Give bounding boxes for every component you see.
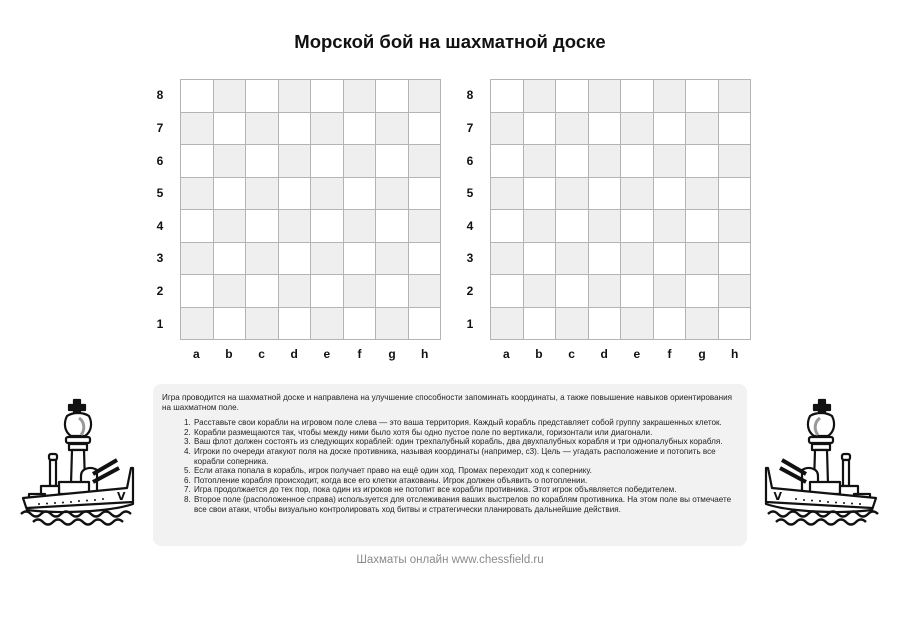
- board-square[interactable]: [589, 210, 622, 243]
- file-label: a: [502, 347, 510, 361]
- board-square[interactable]: [181, 243, 214, 276]
- rank-label: 1: [466, 316, 474, 331]
- rank-label: 2: [466, 284, 474, 299]
- board-square[interactable]: [409, 113, 442, 146]
- board-square[interactable]: [686, 243, 719, 276]
- rule-item: 8. Второе поле (расположенное справа) используется для отслеживания ваших выстрелов по кораблям противника. На этом поле вы отмечаете все свои атаки, чтобы визуально контролировать ход битвы и стратегически планировать дальнейшие действия.: [193, 495, 737, 514]
- board-square[interactable]: [719, 113, 752, 146]
- rank-label: 2: [156, 284, 164, 299]
- board-square[interactable]: [279, 145, 312, 178]
- board-square[interactable]: [686, 275, 719, 308]
- rank-labels: [460, 79, 480, 340]
- board-square[interactable]: [409, 275, 442, 308]
- board-square[interactable]: [654, 145, 687, 178]
- board-square[interactable]: [524, 275, 557, 308]
- battleship-svg: [760, 394, 880, 526]
- board-square[interactable]: [654, 80, 687, 113]
- board-square[interactable]: [589, 145, 622, 178]
- page-title: Морской бой на шахматной доске: [294, 31, 606, 52]
- svg-text:V: V: [117, 490, 126, 503]
- board-square[interactable]: [311, 145, 344, 178]
- board-square[interactable]: [279, 113, 312, 146]
- board-square[interactable]: [409, 178, 442, 211]
- board-square[interactable]: [214, 145, 247, 178]
- board-square[interactable]: [344, 210, 377, 243]
- rule-item: 7. Игра продолжается до тех пор, пока один из игроков не потопит все корабли противника. Этот игрок объявляется победителем.: [193, 485, 737, 495]
- file-label: d: [600, 347, 608, 361]
- board-square[interactable]: [491, 178, 524, 211]
- board-square[interactable]: [491, 145, 524, 178]
- svg-text:V: V: [773, 490, 782, 503]
- board-square[interactable]: [719, 243, 752, 276]
- file-label: f: [357, 347, 362, 361]
- rank-label: 5: [156, 186, 164, 201]
- board-square[interactable]: [719, 275, 752, 308]
- board-square[interactable]: [686, 308, 719, 341]
- file-label: g: [698, 347, 706, 361]
- board-square[interactable]: [524, 145, 557, 178]
- file-labels: [180, 347, 441, 363]
- board-square[interactable]: [376, 145, 409, 178]
- board-square[interactable]: [376, 113, 409, 146]
- board-grid: [490, 79, 751, 340]
- rank-label: 3: [156, 251, 164, 266]
- board-square[interactable]: [524, 178, 557, 211]
- board-square[interactable]: [376, 80, 409, 113]
- board-square[interactable]: [376, 178, 409, 211]
- rank-label: 7: [466, 120, 474, 135]
- board-square[interactable]: [279, 80, 312, 113]
- board-square[interactable]: [376, 243, 409, 276]
- board-square[interactable]: [589, 80, 622, 113]
- board-square[interactable]: [181, 210, 214, 243]
- rank-label: 4: [466, 218, 474, 233]
- board-square[interactable]: [181, 178, 214, 211]
- rank-label: 4: [156, 218, 164, 233]
- board-square[interactable]: [491, 80, 524, 113]
- board-square[interactable]: [214, 178, 247, 211]
- board-square[interactable]: [311, 308, 344, 341]
- board-square[interactable]: [491, 308, 524, 341]
- board-square[interactable]: [311, 113, 344, 146]
- board-square[interactable]: [181, 275, 214, 308]
- rank-label: 6: [156, 153, 164, 168]
- board-square[interactable]: [409, 308, 442, 341]
- board-square[interactable]: [181, 145, 214, 178]
- rank-label: 3: [466, 251, 474, 266]
- rule-item: 1. Расставьте свои корабли на игровом поле слева — это ваша территория. Каждый корабль представляет собой группу закрашенных клеток.: [193, 418, 737, 428]
- board-square[interactable]: [279, 243, 312, 276]
- battleship-chess-king-icon: [19, 394, 139, 526]
- board-square[interactable]: [491, 210, 524, 243]
- board-square[interactable]: [556, 275, 589, 308]
- board-square[interactable]: [214, 210, 247, 243]
- rank-label: 6: [466, 153, 474, 168]
- board-square[interactable]: [524, 243, 557, 276]
- board-square[interactable]: [589, 243, 622, 276]
- rule-item: 6. Потопление корабля происходит, когда все его клетки атакованы. Игрок должен объявить о потоплении.: [193, 476, 737, 486]
- board-square[interactable]: [491, 113, 524, 146]
- board-square[interactable]: [246, 210, 279, 243]
- file-label: f: [667, 347, 672, 361]
- board-square[interactable]: [376, 308, 409, 341]
- board-square[interactable]: [344, 275, 377, 308]
- battleship-svg: [19, 394, 139, 526]
- file-label: h: [731, 347, 739, 361]
- board-square[interactable]: [246, 113, 279, 146]
- board-square[interactable]: [524, 80, 557, 113]
- board-square[interactable]: [246, 80, 279, 113]
- board-square[interactable]: [214, 80, 247, 113]
- board-square[interactable]: [621, 145, 654, 178]
- file-label: e: [323, 347, 331, 361]
- board-square[interactable]: [311, 275, 344, 308]
- board-square[interactable]: [621, 210, 654, 243]
- board-square[interactable]: [621, 308, 654, 341]
- board-square[interactable]: [556, 308, 589, 341]
- file-label: c: [258, 347, 265, 361]
- rank-label: 1: [156, 316, 164, 331]
- file-label: c: [568, 347, 575, 361]
- board-square[interactable]: [214, 308, 247, 341]
- rank-label: 5: [466, 186, 474, 201]
- board-square[interactable]: [654, 113, 687, 146]
- battleship-chess-king-icon-mirrored: [760, 394, 880, 526]
- rule-item: 2. Корабли размещаются так, чтобы между ними было хотя бы одно пустое поле по вертикали, горизонтали или диагонали.: [193, 428, 737, 438]
- file-label: b: [225, 347, 233, 361]
- board-square[interactable]: [246, 178, 279, 211]
- board-square[interactable]: [279, 178, 312, 211]
- board-square[interactable]: [589, 275, 622, 308]
- board-square[interactable]: [214, 275, 247, 308]
- board-square[interactable]: [686, 145, 719, 178]
- board-square[interactable]: [556, 243, 589, 276]
- instructions-intro: Игра проводится на шахматной доске и направлена на улучшение способности запоминать координаты, а также повышение навыков ориентирования на шахматном поле.: [162, 393, 732, 412]
- board-square[interactable]: [344, 80, 377, 113]
- board-square[interactable]: [181, 113, 214, 146]
- board-square[interactable]: [376, 275, 409, 308]
- board-square[interactable]: [686, 113, 719, 146]
- board-square[interactable]: [556, 145, 589, 178]
- board-square[interactable]: [344, 113, 377, 146]
- board-square[interactable]: [279, 275, 312, 308]
- board-square[interactable]: [279, 210, 312, 243]
- board-square[interactable]: [556, 113, 589, 146]
- board-square[interactable]: [719, 80, 752, 113]
- board-square[interactable]: [556, 210, 589, 243]
- file-label: a: [192, 347, 200, 361]
- board-square[interactable]: [524, 308, 557, 341]
- board-square[interactable]: [719, 178, 752, 211]
- board-square[interactable]: [181, 308, 214, 341]
- board-square[interactable]: [311, 178, 344, 211]
- instructions-panel: [153, 384, 747, 546]
- board-square[interactable]: [686, 178, 719, 211]
- board-square[interactable]: [654, 275, 687, 308]
- rank-label: 8: [466, 88, 474, 103]
- board-square[interactable]: [556, 80, 589, 113]
- board-square[interactable]: [491, 243, 524, 276]
- board-grid: [180, 79, 441, 340]
- rule-item: 3. Ваш флот должен состоять из следующих кораблей: один трехпалубный корабль, два двухпалубных корабля и три однопалубных корабля.: [193, 437, 737, 447]
- board-square[interactable]: [409, 243, 442, 276]
- board-square[interactable]: [214, 113, 247, 146]
- board-square[interactable]: [719, 308, 752, 341]
- board-square[interactable]: [654, 243, 687, 276]
- board-square[interactable]: [246, 243, 279, 276]
- board-square[interactable]: [311, 210, 344, 243]
- footer-credit: Шахматы онлайн www.chessfield.ru: [356, 554, 544, 566]
- board-square[interactable]: [621, 80, 654, 113]
- board-square[interactable]: [556, 178, 589, 211]
- board-square[interactable]: [246, 308, 279, 341]
- rule-item: 5. Если атака попала в корабль, игрок получает право на ещё один ход. Промах переходит ход к сопернику.: [193, 466, 737, 476]
- board-square[interactable]: [621, 113, 654, 146]
- board-square[interactable]: [654, 308, 687, 341]
- board-square[interactable]: [621, 178, 654, 211]
- board-square[interactable]: [621, 275, 654, 308]
- board-square[interactable]: [621, 243, 654, 276]
- board-square[interactable]: [311, 243, 344, 276]
- board-square[interactable]: [214, 243, 247, 276]
- board-square[interactable]: [654, 210, 687, 243]
- board-square[interactable]: [589, 308, 622, 341]
- board-square[interactable]: [719, 145, 752, 178]
- board-square[interactable]: [246, 145, 279, 178]
- rank-label: 8: [156, 88, 164, 103]
- board-square[interactable]: [409, 80, 442, 113]
- board-square[interactable]: [686, 210, 719, 243]
- board-square[interactable]: [524, 113, 557, 146]
- file-label: d: [290, 347, 298, 361]
- file-label: h: [421, 347, 429, 361]
- board-square[interactable]: [719, 210, 752, 243]
- board-square[interactable]: [344, 145, 377, 178]
- board-square[interactable]: [654, 178, 687, 211]
- board-square[interactable]: [524, 210, 557, 243]
- file-labels: [490, 347, 751, 363]
- file-label: g: [388, 347, 396, 361]
- board-square[interactable]: [344, 308, 377, 341]
- rule-item: 4. Игроки по очереди атакуют поля на доске противника, называя координаты (например, c3). Цель — угадать расположение и потопить все корабли соперника.: [193, 447, 737, 466]
- board-square[interactable]: [491, 275, 524, 308]
- board-square[interactable]: [589, 178, 622, 211]
- rules-list: [162, 418, 737, 514]
- file-label: b: [535, 347, 543, 361]
- board-square[interactable]: [589, 113, 622, 146]
- board-square[interactable]: [246, 275, 279, 308]
- board-square[interactable]: [181, 80, 214, 113]
- board-square[interactable]: [376, 210, 409, 243]
- rank-labels: [150, 79, 170, 340]
- board-square[interactable]: [344, 178, 377, 211]
- board-square[interactable]: [279, 308, 312, 341]
- file-label: e: [633, 347, 641, 361]
- board-square[interactable]: [344, 243, 377, 276]
- board-square[interactable]: [409, 145, 442, 178]
- board-square[interactable]: [686, 80, 719, 113]
- board-square[interactable]: [409, 210, 442, 243]
- board-square[interactable]: [311, 80, 344, 113]
- rank-label: 7: [156, 120, 164, 135]
